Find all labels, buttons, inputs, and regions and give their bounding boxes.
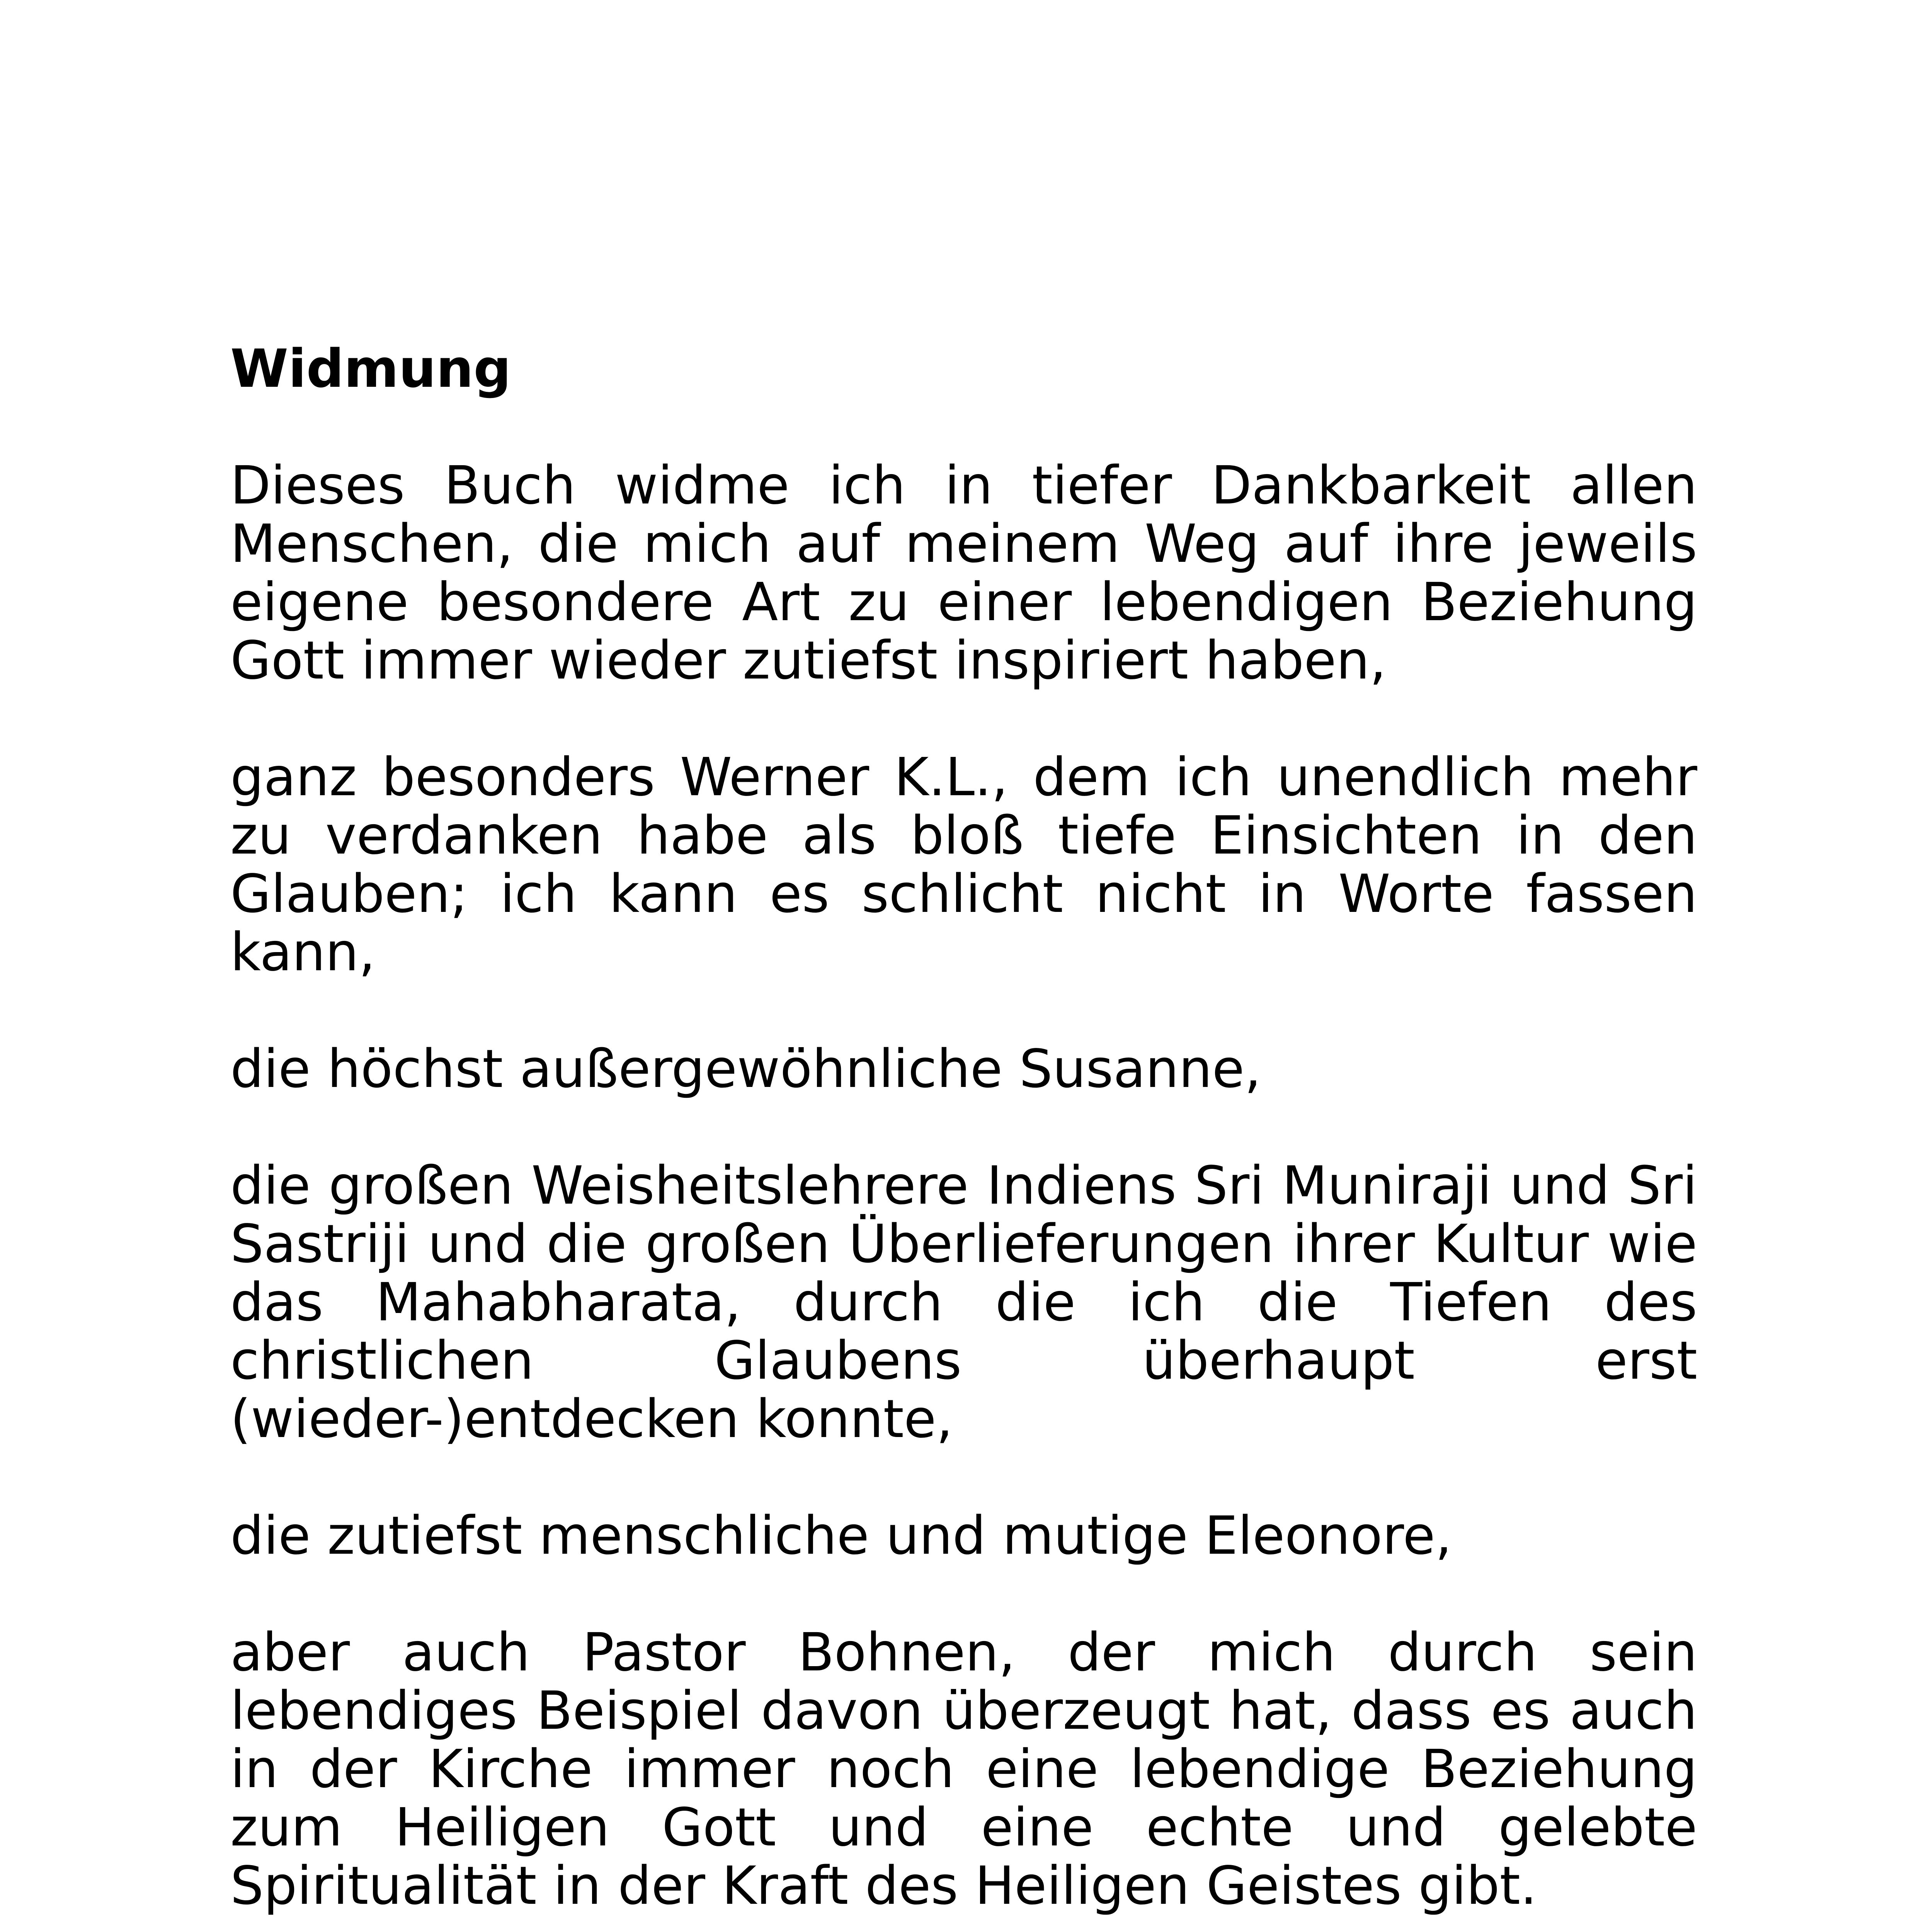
dedication-paragraph: Dieses Buch widme ich in tiefer Dankbarkeit allen Menschen, die mich auf meinem Weg auf ihre jeweils eigene besondere Art zu einer lebendigen Beziehung Gott immer wieder zutiefst inspiriert haben, — [230, 455, 1697, 691]
dedication-paragraph: die höchst außergewöhnliche Susanne, — [230, 1039, 1261, 1100]
dedication-section — [230, 340, 1697, 1915]
page-title: Widmung — [230, 338, 511, 400]
dedication-paragraph: ganz besonders Werner K.L., dem ich unendlich mehr zu verdanken habe als bloß tiefe Einsichten in den Glauben; ich kann es schlicht nicht in Worte fassen kann, — [230, 747, 1697, 983]
dedication-paragraph: die großen Weisheitslehrere Indiens Sri Muniraji und Sri Sastriji und die großen Überlieferungen ihrer Kultur wie das Mahabharata, durch die ich die Tiefen des christlichen Glaubens überhaupt erst (wieder-)entdecken konnte, — [230, 1155, 1697, 1450]
dedication-paragraph: die zutiefst menschliche und mutige Eleonore, — [230, 1505, 1452, 1566]
dedication-paragraph: aber auch Pastor Bohnen, der mich durch sein lebendiges Beispiel davon überzeugt hat, dass es auch in der Kirche immer noch eine lebendige Beziehung zum Heiligen Gott und eine echte und gelebte Spiritualität in der Kraft des Heiligen Geistes gibt. — [230, 1622, 1697, 1917]
